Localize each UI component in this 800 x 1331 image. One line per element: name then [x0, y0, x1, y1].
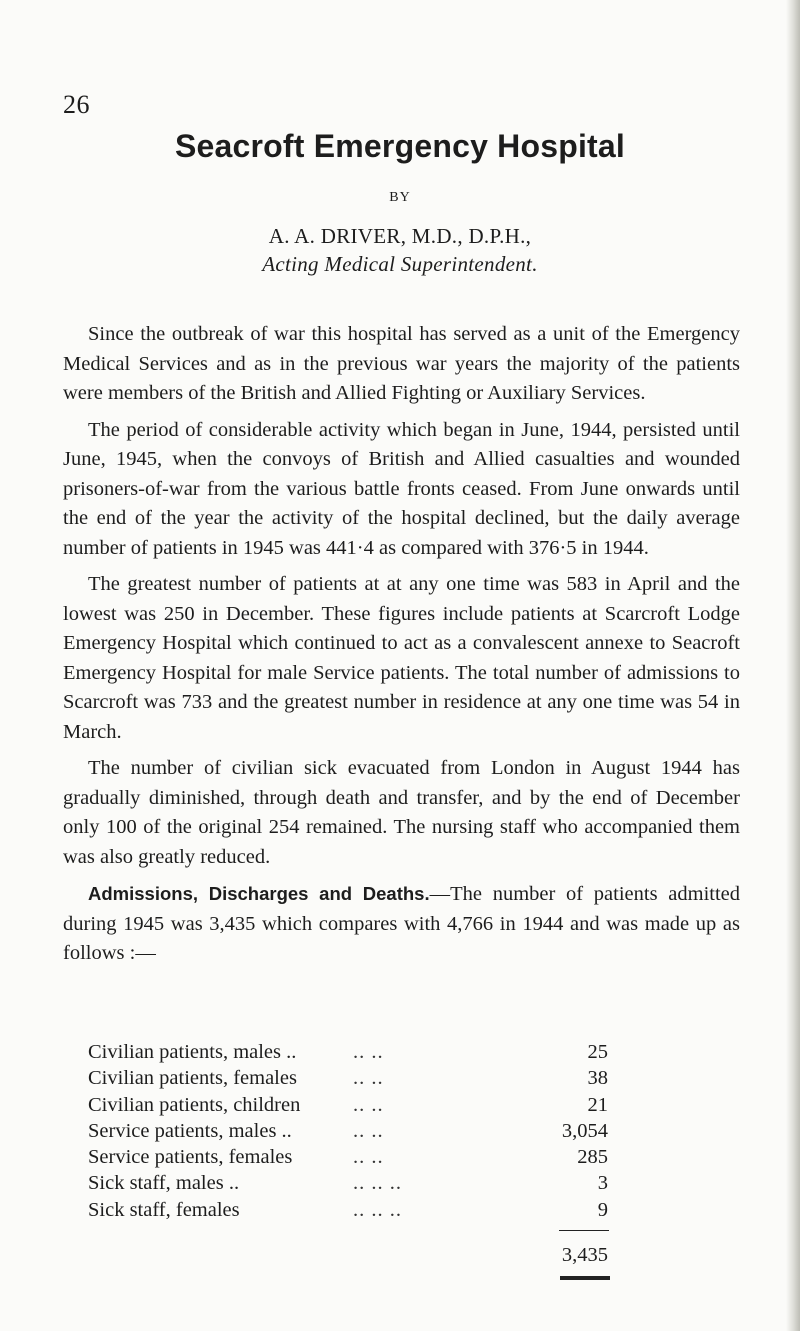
double-rule: [560, 1276, 610, 1280]
row-value: 38: [587, 1067, 608, 1090]
admissions-text: —The number of patients admitted during 1945 was 3,435 which compares with 4,766 in 1944 and was made up as follows :—: [63, 883, 740, 964]
admissions-table: [88, 1041, 608, 1225]
dot-leaders: .. ..: [353, 1041, 384, 1063]
table-row: [88, 1120, 608, 1146]
dot-leaders: .. ..: [353, 1119, 384, 1142]
row-label: Service patients, females: [88, 1146, 293, 1169]
row-value: 3,054: [561, 1119, 608, 1142]
table-row: [88, 1041, 608, 1067]
table-row: [88, 1146, 608, 1172]
dot-leaders: .. .. ..: [353, 1198, 402, 1221]
paragraph: The number of civilian sick evacuated from London in August 1944 has gradually diminished, through death and transfer, and by the end of December only 100 of the original 254 remained. The nursing staff who accompanied them was also greatly reduced.: [63, 757, 740, 868]
author-role: Acting Medical Superintendent.: [262, 252, 538, 276]
row-value: 9: [597, 1198, 608, 1221]
row-value: 21: [587, 1093, 608, 1116]
row-label: Sick staff, females: [88, 1198, 240, 1221]
dot-leaders: .. .. ..: [353, 1172, 402, 1195]
row-label: Civilian patients, females: [88, 1067, 297, 1090]
table-row: [88, 1067, 608, 1093]
dot-leaders: .. ..: [353, 1067, 384, 1090]
paragraph: Since the outbreak of war this hospital has served as a unit of the Emergency Medical Services and as in the previous war years the majority of the patients were members of the British and Allied Fighting or Auxiliary Services.: [63, 323, 740, 404]
table-row: [88, 1199, 608, 1225]
row-label: Sick staff, males ..: [88, 1172, 240, 1195]
page-number: 26: [63, 90, 90, 119]
admissions-paragraph: [63, 879, 740, 969]
report-body: [63, 320, 740, 976]
row-label: Civilian patients, children: [88, 1093, 301, 1116]
row-value: 285: [577, 1146, 608, 1169]
page-title: Seacroft Emergency Hospital: [175, 128, 625, 164]
paragraph: The greatest number of patients at at any one time was 583 in April and the lowest was 250 in December. These figures include patients at Scarcroft Lodge Emergency Hospital which continued to act as a convalescent annexe to Seacroft Emergency Hospital for male Service patients. The total number of admissions to Scarcroft was 733 and the greatest number in residence at any one time was 54 in March.: [63, 573, 740, 743]
row-value: 3: [597, 1172, 608, 1195]
table-row: [88, 1172, 608, 1198]
row-label: Civilian patients, males ..: [88, 1041, 297, 1063]
byline-label: BY: [389, 190, 411, 205]
section-heading: Admissions, Discharges and Deaths.: [88, 883, 430, 904]
author-name: A. A. DRIVER, M.D., D.P.H.,: [268, 224, 532, 248]
paragraph: The period of considerable activity which began in June, 1944, persisted until June, 1945, when the convoys of British and Allied casualties and wounded prisoners-of-war from the various battle fronts ceased. From June onwards until the end of the year the activity of the hospital declined, but the daily average number of patients in 1945 was 441·4 as compared with 376·5 in 1944.: [63, 418, 740, 559]
dot-leaders: .. ..: [353, 1146, 384, 1169]
dot-leaders: .. ..: [353, 1093, 384, 1116]
table-row: [88, 1094, 608, 1120]
total-value: 3,435: [561, 1244, 608, 1266]
row-value: 25: [587, 1041, 608, 1063]
sum-rule: [559, 1230, 609, 1231]
row-label: Service patients, males ..: [88, 1119, 292, 1142]
